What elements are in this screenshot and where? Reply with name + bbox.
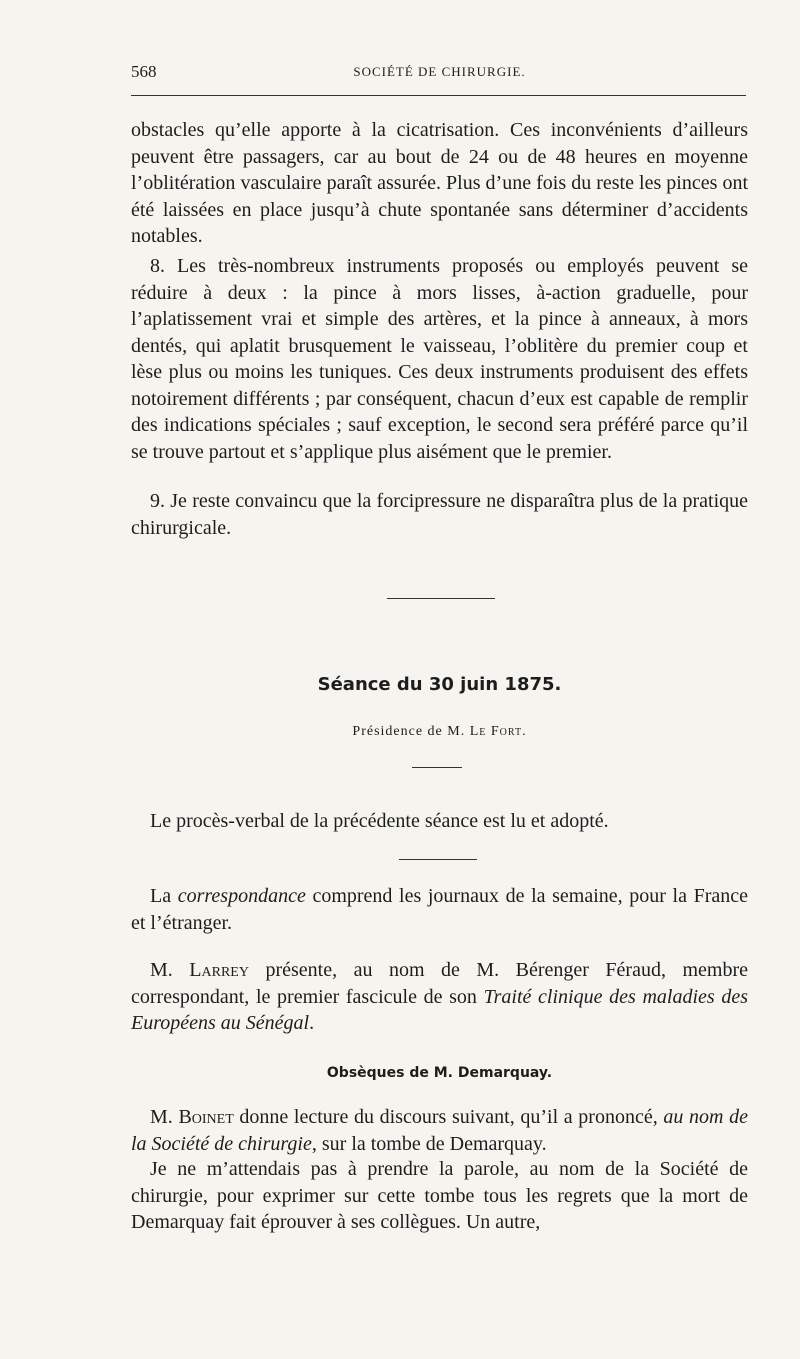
paragraph-discours: Je ne m’attendais pas à prendre la parole, au nom de la Société de chirurgie, pour exprimer sur cette tombe tous les regrets que la mort de Demarquay fait éprouver à ses collègues. Un autre, xyxy=(131,1158,748,1233)
paragraph-point-9: 9. Je reste convaincu que la forcipressure ne disparaîtra plus de la pratique chirurgicale. xyxy=(131,490,748,539)
seance-heading: Séance du 30 juin 1875. xyxy=(317,674,562,695)
book-title-italic: Traité clinique des maladies des Européens au Sénégal xyxy=(131,985,748,1034)
short-divider xyxy=(412,767,462,768)
name-larrey: Larrey xyxy=(189,959,249,981)
presidence-suffix: . xyxy=(522,724,527,739)
obseques-heading: Obsèques de M. Demarquay. xyxy=(326,1065,553,1081)
paragraph-correspondance: La correspondance comprend les journaux de la semaine, pour la France et l’étranger. xyxy=(131,885,748,934)
short-divider-2 xyxy=(399,859,477,860)
section-divider xyxy=(387,598,495,599)
page-header xyxy=(131,62,748,86)
paragraph-boinet: M. Boinet donne lecture du discours suivant, qu’il a prononcé, au nom de la Société de chirurgie, sur la tombe de Demarquay. xyxy=(131,1106,748,1155)
header-rule xyxy=(131,95,746,96)
societe-italic: au nom de la Société de chirurgie xyxy=(131,1106,748,1155)
correspondance-italic: correspondance xyxy=(177,885,306,907)
running-title: SOCIÉTÉ DE CHIRURGIE. xyxy=(353,64,526,79)
presidence-prefix: Présidence de M. xyxy=(352,724,470,739)
presidence-line xyxy=(131,724,748,740)
paragraph-obstacles: obstacles qu’elle apporte à la cicatrisation. Ces inconvénients d’ailleurs peuvent être passagers, car au bout de 24 ou de 48 heures en moyenne l’oblitération vasculaire paraît assurée. Plus d’une fois du reste les pinces ont été laissées en place jusqu’à chute spontanée sans déterminer d’accidents notables. xyxy=(131,119,748,247)
paragraph-larrey: M. Larrey présente, au nom de M. Bérenger Féraud, membre correspondant, le premier fascicule de son Traité clinique des maladies des Européens au Sénégal. xyxy=(131,959,748,1034)
paragraph-point-8: 8. Les très-nombreux instruments proposés ou employés peuvent se réduire à deux : la pince à mors lisses, à-action graduelle, pour l’aplatissement vrai et simple des artères, et la pince à anneaux, à mors dentés, qui aplatit brusquement le vaisseau, l’oblitère du premier coup et lèse plus ou moins les tuniques. Ces deux instruments produisent des effets notoirement différents ; par conséquent, chacun d’eux est capable de remplir des indications spéciales ; sauf exception, le second sera préféré parce qu’il se trouve partout et s’applique plus aisément que le premier. xyxy=(131,255,748,463)
president-name: Le Fort xyxy=(469,724,523,739)
page-number: 568 xyxy=(131,62,157,81)
name-boinet: Boinet xyxy=(178,1106,234,1128)
paragraph-proces-verbal: Le procès-verbal de la précédente séance est lu et adopté. xyxy=(150,810,609,832)
